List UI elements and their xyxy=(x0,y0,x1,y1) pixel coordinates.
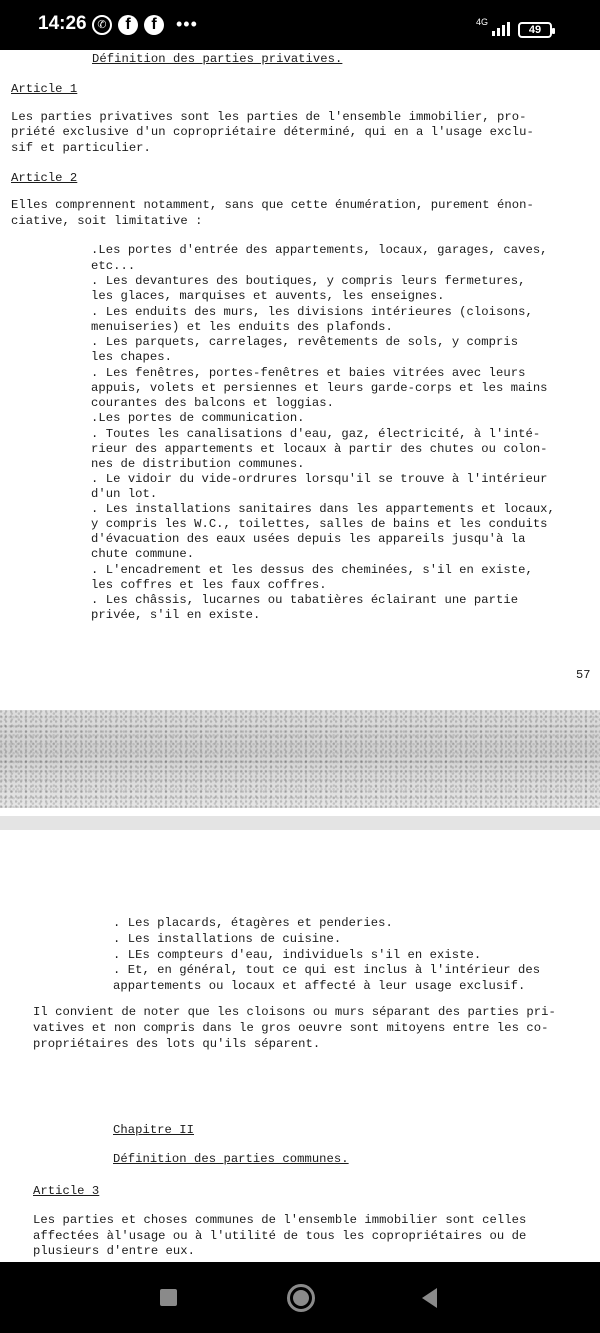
network-type: 4G xyxy=(476,17,489,27)
list-item: les glaces, marquises et auvents, les enseignes. xyxy=(91,289,445,303)
list-item: chute commune. xyxy=(91,547,195,561)
list-item: . LEs compteurs d'eau, individuels s'il en existe. xyxy=(113,948,482,962)
notification-icons xyxy=(92,14,198,35)
back-button[interactable] xyxy=(370,1262,490,1333)
list-item: appartements ou locaux et affecté à leur usage exclusif. xyxy=(113,979,526,993)
list-item: . L'encadrement et les dessus des cheminées, s'il en existe, xyxy=(91,563,533,577)
navigation-bar xyxy=(0,1262,600,1333)
recent-apps-button[interactable] xyxy=(108,1262,228,1333)
facebook-icon-2: f xyxy=(144,15,164,35)
list-item: . Les placards, étagères et penderies. xyxy=(113,916,393,930)
more-notifications-icon: ••• xyxy=(176,14,198,34)
scan-noise xyxy=(0,710,600,808)
paragraph-line: propriétaires des lots qu'ils séparent. xyxy=(33,1037,321,1051)
home-button[interactable] xyxy=(240,1262,360,1333)
article-3-line: plusieurs d'entre eux. xyxy=(33,1244,196,1258)
facebook-icon: f xyxy=(118,15,138,35)
article-1-line: priété exclusive d'un copropriétaire déterminé, qui en a l'usage exclu- xyxy=(11,125,534,139)
article-3-title: Article 3 xyxy=(33,1184,100,1198)
whatsapp-icon: ✆ xyxy=(92,15,112,35)
page-gap xyxy=(0,808,600,816)
paragraph-line: Il convient de noter que les cloisons ou murs séparant des parties pri- xyxy=(33,1005,556,1019)
list-item: appuis, volets et persiennes et leurs garde-corps et les mains xyxy=(91,381,548,395)
page-number: 57 xyxy=(576,668,591,682)
list-item: les coffres et les faux coffres. xyxy=(91,578,327,592)
list-item: nes de distribution communes. xyxy=(91,457,305,471)
section-heading: Définition des parties privatives. xyxy=(92,52,343,66)
list-item: . Les installations de cuisine. xyxy=(113,932,342,946)
signal-icon xyxy=(492,22,510,36)
list-item: privée, s'il en existe. xyxy=(91,608,261,622)
article-1-title: Article 1 xyxy=(11,82,78,96)
list-item: les chapes. xyxy=(91,350,173,364)
list-item: d'évacuation des eaux usées depuis les appareils jusqu'à la xyxy=(91,532,526,546)
status-time: 14:26 xyxy=(38,13,87,34)
article-2-intro: Elles comprennent notamment, sans que cette énumération, purement énon- xyxy=(11,198,534,212)
list-item: etc... xyxy=(91,259,136,273)
article-2-intro: ciative, soit limitative : xyxy=(11,214,203,228)
list-item: . Les châssis, lucarnes ou tabatières éclairant une partie xyxy=(91,593,519,607)
page-divider xyxy=(0,816,600,830)
list-item: . Les installations sanitaires dans les appartements et locaux, xyxy=(91,502,555,516)
status-bar xyxy=(0,0,600,50)
list-item: courantes des balcons et loggias. xyxy=(91,396,335,410)
list-item: . Les enduits des murs, les divisions intérieures (cloisons, xyxy=(91,305,533,319)
list-item: .Les portes de communication. xyxy=(91,411,305,425)
list-item: . Les fenêtres, portes-fenêtres et baies vitrées avec leurs xyxy=(91,366,526,380)
battery-level: 49 xyxy=(528,24,542,36)
battery-icon xyxy=(518,22,552,38)
paragraph-line: vatives et non compris dans le gros oeuvre sont mitoyens entre les co- xyxy=(33,1021,549,1035)
article-2-title: Article 2 xyxy=(11,171,78,185)
list-item: . Toutes les canalisations d'eau, gaz, électricité, à l'inté- xyxy=(91,427,541,441)
article-3-line: affectées àl'usage ou à l'utilité de tous les copropriétaires ou de xyxy=(33,1229,527,1243)
article-1-line: Les parties privatives sont les parties de l'ensemble immobilier, pro- xyxy=(11,110,527,124)
article-3-line: Les parties et choses communes de l'ensemble immobilier sont celles xyxy=(33,1213,527,1227)
list-item: d'un lot. xyxy=(91,487,158,501)
list-item: . Et, en général, tout ce qui est inclus à l'intérieur des xyxy=(113,963,541,977)
list-item: . Les devantures des boutiques, y compris leurs fermetures, xyxy=(91,274,526,288)
list-item: . Les parquets, carrelages, revêtements de sols, y compris xyxy=(91,335,519,349)
article-1-line: sif et particulier. xyxy=(11,141,151,155)
list-item: . Le vidoir du vide-ordrures lorsqu'il se trouve à l'intérieur xyxy=(91,472,548,486)
chapter-subtitle: Définition des parties communes. xyxy=(113,1152,349,1166)
list-item: menuiseries) et les enduits des plafonds. xyxy=(91,320,393,334)
chapter-title: Chapitre II xyxy=(113,1123,195,1137)
list-item: .Les portes d'entrée des appartements, locaux, garages, caves, xyxy=(91,243,548,257)
list-item: y compris les W.C., toilettes, salles de bains et les conduits xyxy=(91,517,548,531)
list-item: rieur des appartements et locaux à partir des chutes ou colon- xyxy=(91,442,548,456)
